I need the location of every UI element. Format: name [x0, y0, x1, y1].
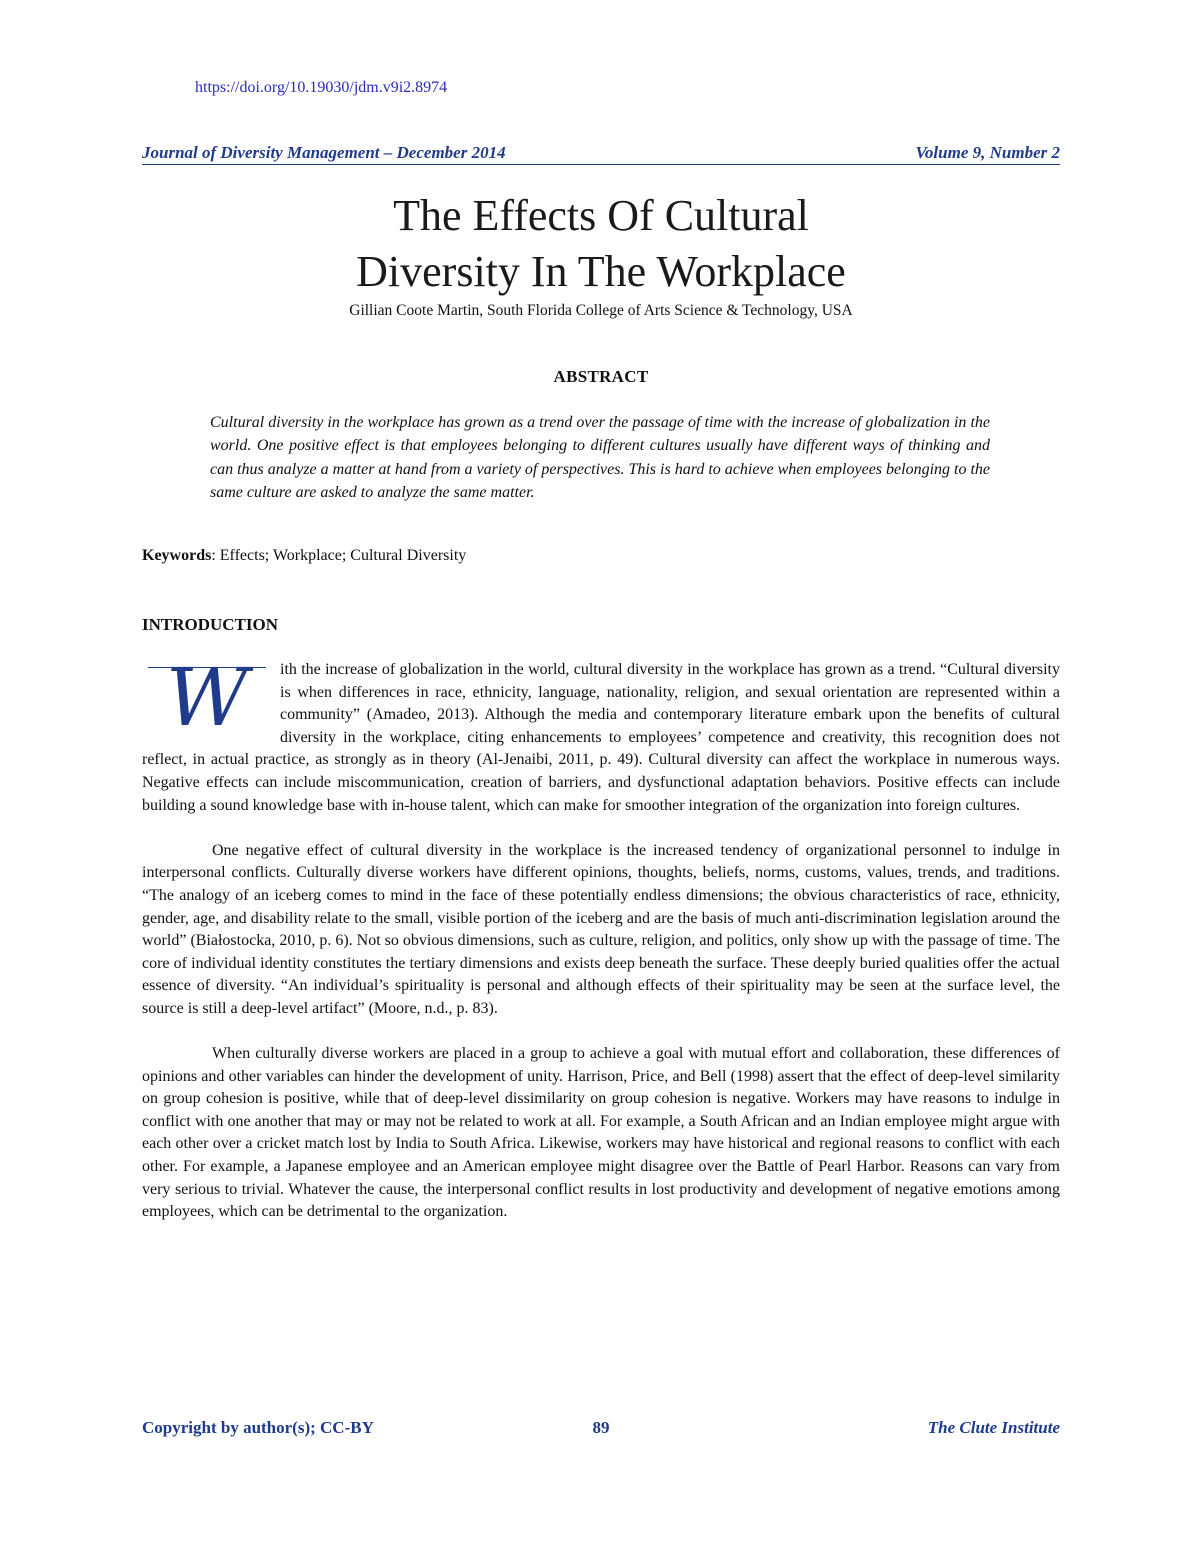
introduction-heading: INTRODUCTION [142, 615, 279, 634]
volume-number: Volume 9, Number 2 [915, 143, 1060, 162]
keywords-values: : Effects; Workplace; Cultural Diversity [211, 547, 467, 564]
abstract-heading: ABSTRACT [553, 367, 649, 386]
page-title [142, 188, 1060, 300]
introduction-body [142, 651, 1060, 1246]
title-line-2: Diversity In The Workplace [356, 247, 846, 296]
journal-name: Journal of Diversity Management – December 2014 [142, 143, 506, 162]
publisher-name: The Clute Institute [927, 1418, 1060, 1437]
title-line-1: The Effects Of Cultural [393, 191, 809, 240]
author-affiliation: Gillian Coote Martin, South Florida College of Arts Science & Technology, USA [349, 302, 853, 319]
copyright-notice: Copyright by author(s); CC-BY [142, 1418, 374, 1437]
paragraph-1-text: ith the increase of globalization in the world, cultural diversity in the workplace has grown as a trend. “Cultural diversity is when differences in race, ethnicity, language, nationality, religion, and sexual orientation are represented within a community” (Amadeo, 2013). Although the media and contemporary literature embark upon the benefits of cultural diversity in the workplace, citing enhancements to employees’ competence and creativity, this recognition does not reflect, in actual practice, as strongly as in theory (Al-Jenaibi, 2011, p. 49). Cultural diversity can affect the workplace in numerous ways. Negative effects can include miscommunication, creation of barriers, and dysfunctional adaptation behaviors. Positive effects can include building a sound knowledge base with in-house talent, which can make for smoother integration of the organization into foreign cultures. [142, 661, 1060, 814]
keywords [142, 547, 1060, 565]
doi-link[interactable]: https://doi.org/10.19030/jdm.v9i2.8974 [195, 79, 448, 96]
dropcap-letter: W [148, 667, 266, 728]
abstract-text: Cultural diversity in the workplace has grown as a trend over the passage of time with the increase of globalization in the world. One positive effect is that employees belonging to different cultures usually have different ways of thinking and can thus analyze a matter at hand from a variety of perspectives. This is hard to achieve when employees belonging to the same culture are asked to analyze the same matter. [210, 414, 991, 502]
paragraph-2: One negative effect of cultural diversity in the workplace is the increased tendency of organizational personnel to indulge in interpersonal conflicts. Culturally diverse workers have different opinions, thoughts, beliefs, norms, customs, values, trends, and traditions. “The analogy of an iceberg comes to mind in the face of these potentially endless dimensions; the obvious characteristics of race, ethnicity, gender, age, and disability relate to the small, visible portion of the iceberg and are the basis of much anti-discrimination legislation around the world” (Białostocka, 2010, p. 6). Not so obvious dimensions, such as culture, religion, and politics, only show up with the passage of time. The core of individual identity constitutes the tertiary dimensions and exists deep beneath the surface. These deeply buried qualities offer the actual essence of diversity. “An individual’s spirituality is personal and although effects of their spirituality may be seen at the surface level, the source is still a deep-level artifact” (Moore, n.d., p. 83). [142, 841, 1060, 1017]
paragraph-1 [142, 651, 1060, 817]
journal-header [142, 143, 1060, 165]
page-number: 89 [592, 1418, 610, 1437]
keywords-label: Keywords [142, 547, 212, 564]
paragraph-3: When culturally diverse workers are placed in a group to achieve a goal with mutual effort and collaboration, these differences of opinions and other variables can hinder the development of unity. Harrison, Price, and Bell (1998) assert that the effect of deep-level similarity on group cohesion is positive, while that of deep-level dissimilarity on group cohesion is negative. Workers may have reasons to indulge in conflict with one another that may or may not be related to work at all. For example, a South African and an Indian employee might argue with each other over a cricket match lost by India to South Africa. Likewise, workers may have historical and regional reasons to conflict with each other. For example, a Japanese employee and an American employee might disagree over the Battle of Pearl Harbor. Reasons can vary from very serious to trivial. Whatever the cause, the interpersonal conflict results in lost productivity and development of negative emotions among employees, which can be detrimental to the organization. [142, 1045, 1060, 1221]
